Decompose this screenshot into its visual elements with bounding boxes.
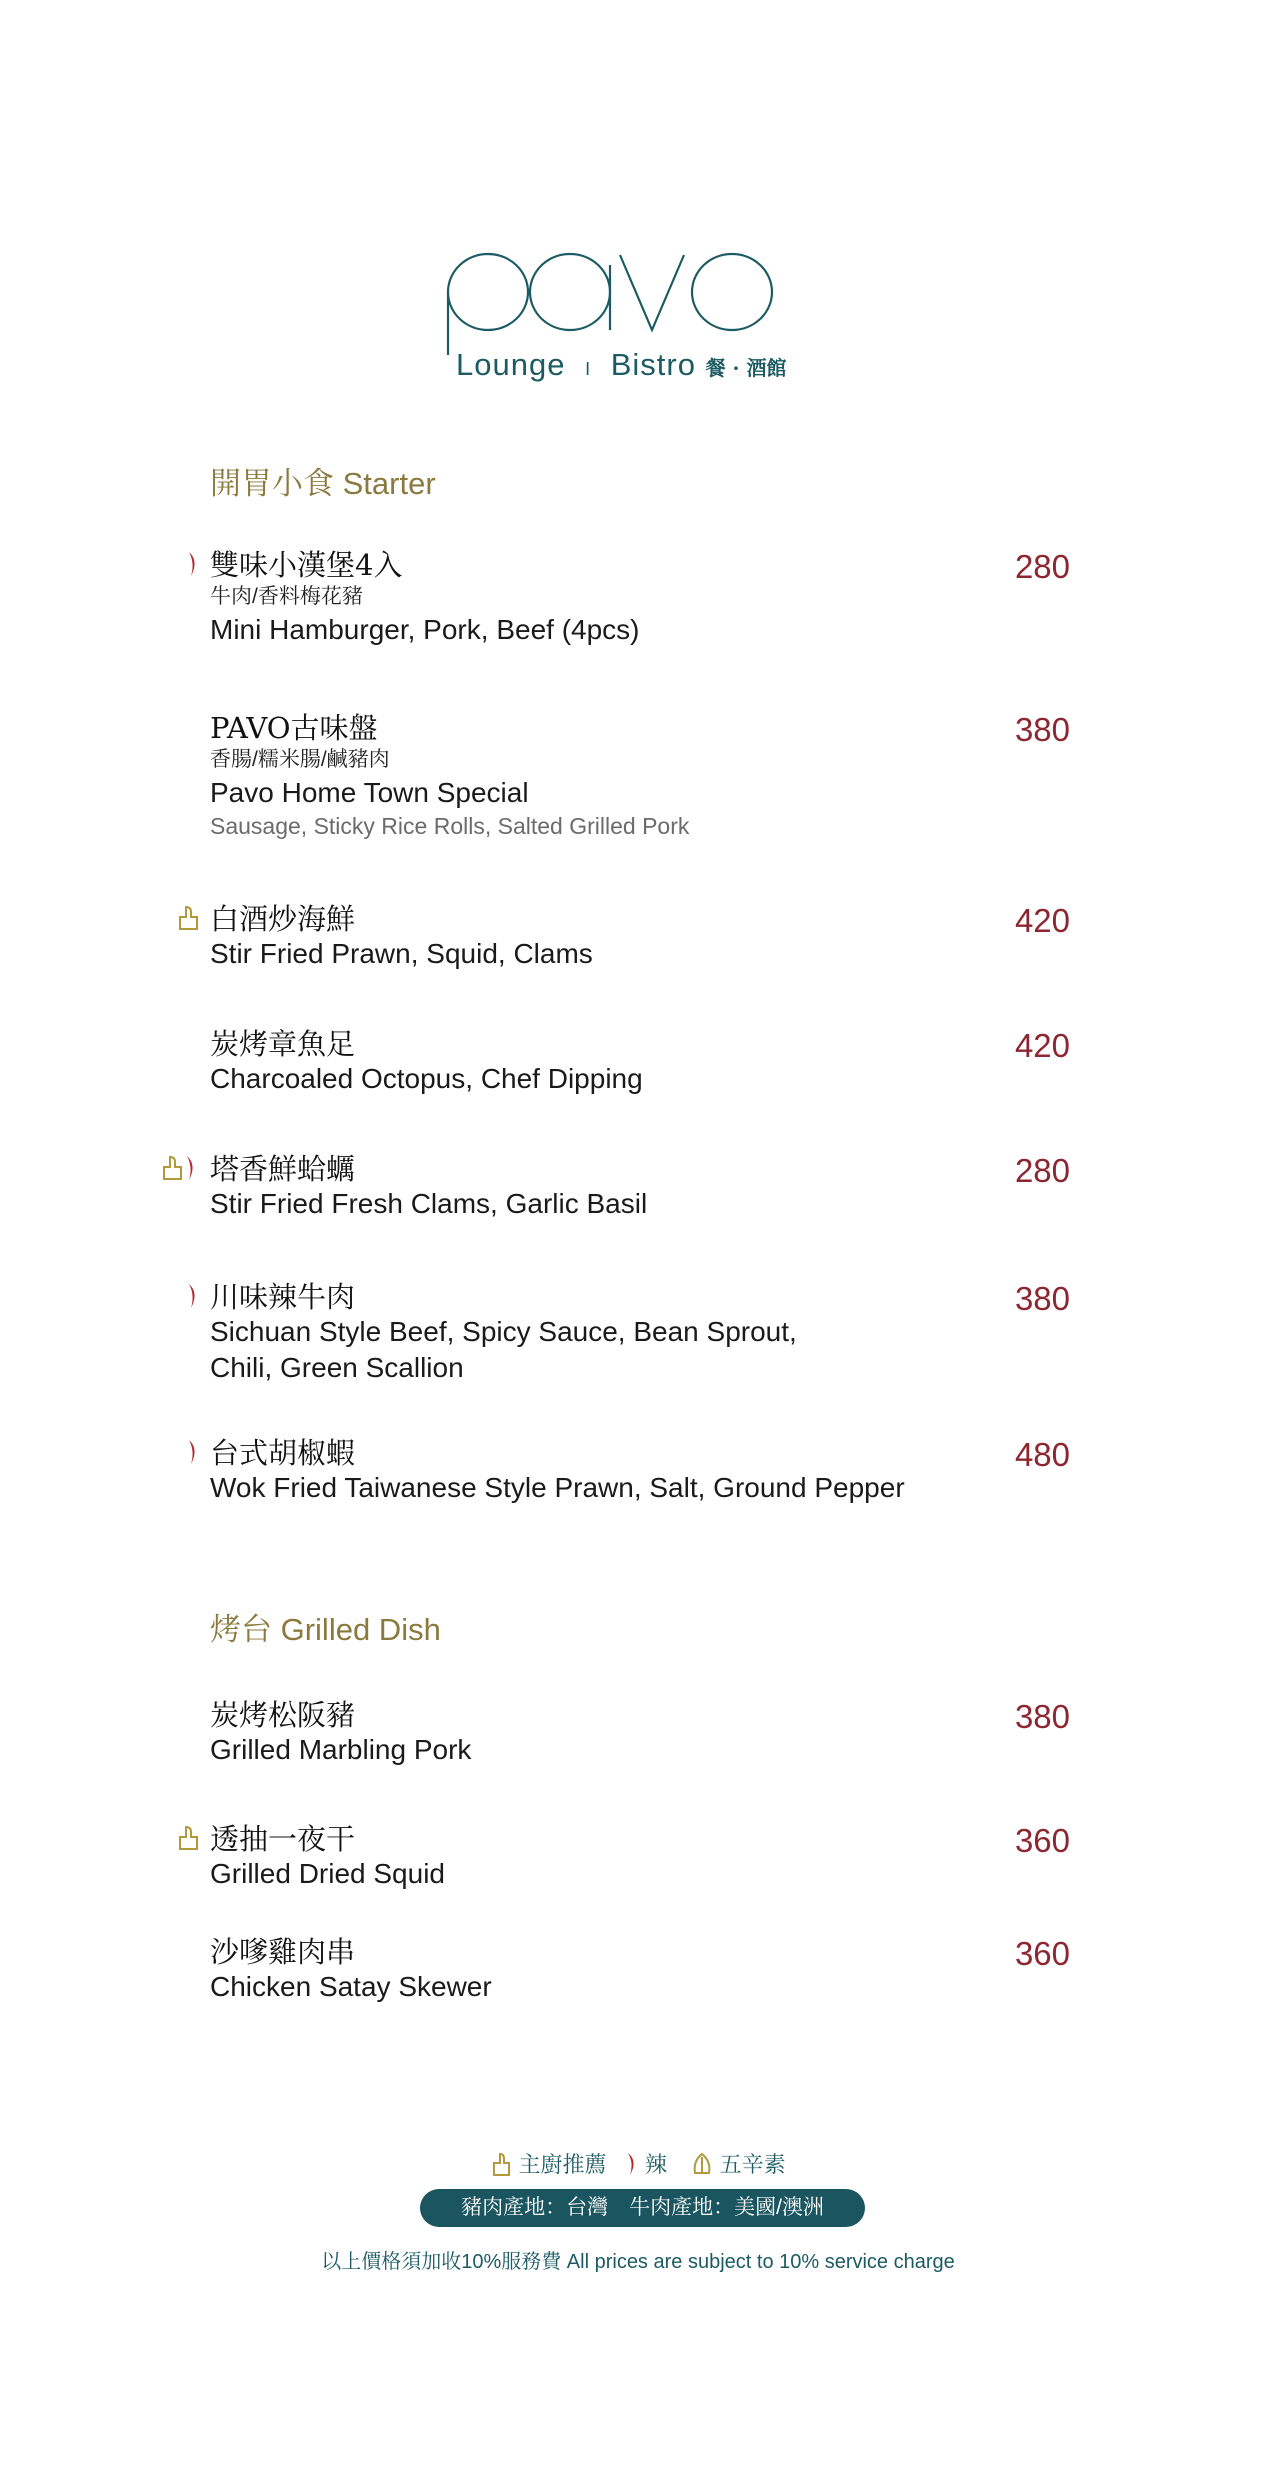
chef-recommend-icon: [176, 1824, 200, 1852]
menu-item-price: 360: [1014, 1822, 1070, 1859]
menu-item: [210, 1822, 1070, 1892]
menu-item-price: 380: [1014, 711, 1070, 748]
menu-item-name-en: Wok Fried Taiwanese Style Prawn, Salt, Ground Pepper: [210, 1472, 905, 1503]
menu-item-icons: [186, 1282, 200, 1312]
menu-item-name-en: Chicken Satay Skewer: [210, 1971, 492, 2002]
menu-item-name-zh: 塔香鮮蛤蠣: [210, 1152, 356, 1186]
menu-item-name-zh: PAVO古味盤: [210, 711, 378, 745]
service-charge-note: 以上價格須加收10%服務費 All prices are subject to 10% service charge: [321, 2251, 955, 2273]
menu-item: [210, 1436, 1070, 1506]
legend-spicy: 辣: [645, 2152, 668, 2177]
legend-chef: 主廚推薦: [518, 2152, 607, 2177]
menu-item-icons: [160, 1154, 198, 1184]
menu-item: [210, 711, 1070, 842]
legend-vegan: 五辛素: [719, 2152, 786, 2177]
spicy-icon: [184, 1154, 198, 1182]
section-title-starter: 開胃小食 Starter: [210, 466, 436, 501]
menu-item-sub-zh: 香腸/糯米腸/鹹豬肉: [210, 748, 390, 771]
menu-item-price: 380: [1014, 1280, 1070, 1317]
menu-item-name-zh: 透抽一夜干: [210, 1822, 356, 1856]
menu-item: [210, 548, 1070, 648]
menu-item-name-en: Stir Fried Fresh Clams, Garlic Basil: [210, 1188, 648, 1219]
menu-item-name-en: Stir Fried Prawn, Squid, Clams: [210, 938, 593, 969]
logo: [440, 245, 860, 385]
menu-item-name-zh: 炭烤章魚足: [210, 1027, 356, 1061]
spicy-icon: [186, 1282, 200, 1310]
menu-item-price: 280: [1014, 548, 1070, 585]
menu-item-price: 480: [1014, 1436, 1070, 1473]
menu-item-icons: [186, 1438, 200, 1468]
menu-item-name-en: Grilled Dried Squid: [210, 1858, 445, 1889]
logo-bistro: Bistro: [610, 347, 696, 382]
vegan-icon: [691, 2151, 713, 2177]
logo-lounge: Lounge: [456, 347, 566, 382]
section-title-grilled: 烤台 Grilled Dish: [210, 1612, 441, 1647]
menu-item-icons: [176, 1824, 200, 1854]
menu-item-price: 360: [1014, 1935, 1070, 1972]
menu-item-name-zh: 雙味小漢堡4入: [210, 548, 403, 582]
menu-item-name-en: Grilled Marbling Pork: [210, 1734, 472, 1765]
menu-item-name-zh: 台式胡椒蝦: [210, 1436, 356, 1470]
menu-item: [210, 1935, 1070, 2005]
menu-item-name-zh: 炭烤松阪豬: [210, 1698, 356, 1732]
legend: [0, 2148, 1276, 2179]
menu-item: [210, 1698, 1070, 1768]
menu-item-sub-zh: 牛肉/香料梅花豬: [210, 585, 363, 608]
menu-item-name-en: Sichuan Style Beef, Spicy Sauce, Bean Sprout,: [210, 1316, 797, 1347]
menu-item-name-en: Mini Hamburger, Pork, Beef (4pcs): [210, 614, 640, 645]
spicy-icon: [186, 550, 200, 578]
menu-item: [210, 1280, 1070, 1386]
menu-item-name-en-line2: Chili, Green Scallion: [210, 1352, 464, 1383]
menu-item-desc-en: Sausage, Sticky Rice Rolls, Salted Grilled Pork: [210, 813, 690, 839]
menu-item-price: 420: [1014, 902, 1070, 939]
menu-item-name-en: Charcoaled Octopus, Chef Dipping: [210, 1063, 643, 1094]
menu-item: [210, 1027, 1070, 1097]
logo-cn: 餐 · 酒館: [705, 356, 787, 380]
spicy-icon: [625, 2151, 639, 2177]
chef-recommend-icon: [160, 1154, 184, 1182]
menu-item-price: 380: [1014, 1698, 1070, 1735]
menu-item-name-zh: 白酒炒海鮮: [210, 902, 356, 936]
menu-item-name-en: Pavo Home Town Special: [210, 777, 529, 808]
logo-wordmark-pavo: [440, 245, 780, 355]
spicy-icon: [186, 1438, 200, 1466]
menu-item-name-zh: 沙嗲雞肉串: [210, 1935, 356, 1969]
menu-item-price: 420: [1014, 1027, 1070, 1064]
menu-item-icons: [176, 904, 200, 934]
chef-recommend-icon: [490, 2151, 512, 2177]
menu-item: [210, 902, 1070, 972]
menu-item-price: 280: [1014, 1152, 1070, 1189]
menu-item: [210, 1152, 1070, 1222]
origin-badge: 豬肉產地：台灣 牛肉產地：美國/澳洲: [420, 2189, 865, 2227]
logo-subtitle: [456, 347, 786, 383]
menu-item-icons: [186, 550, 200, 580]
menu-item-name-zh: 川味辣牛肉: [210, 1280, 356, 1314]
logo-separator: I: [585, 359, 592, 379]
chef-recommend-icon: [176, 904, 200, 932]
